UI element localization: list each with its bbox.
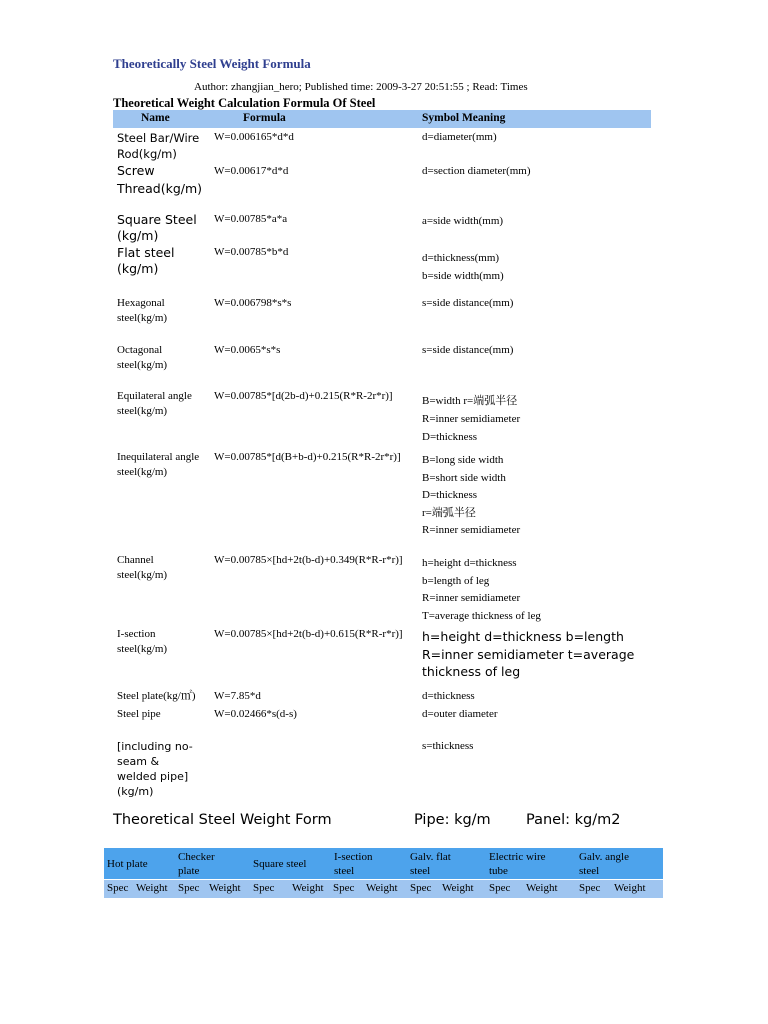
sub-weight: Weight bbox=[526, 882, 558, 894]
row-symbol: d=thickness bbox=[422, 690, 475, 702]
row-symbol: s=side distance(mm) bbox=[422, 297, 514, 309]
symbol-line: R=inner semidiameter bbox=[422, 592, 521, 604]
article-meta: Author: zhangjian_hero; Published time: 2009-3-27 20:51:55 ; Read: Times bbox=[194, 81, 528, 93]
document-title: Theoretically Steel Weight Formula bbox=[113, 56, 311, 71]
col-galv-flat-steel: Galv. flat steel bbox=[410, 851, 451, 877]
symbol-line: h=height d=thickness bbox=[422, 557, 517, 569]
row-name: Steel pipe bbox=[117, 708, 161, 720]
weight-form-header bbox=[104, 848, 663, 879]
row-formula: W=0.00785*a*a bbox=[214, 213, 288, 225]
symbol-line: r=端弧半径 bbox=[422, 506, 476, 519]
sub-weight: Weight bbox=[292, 882, 324, 894]
symbol-line: d=thickness(mm) bbox=[422, 252, 500, 264]
header-name: Name bbox=[141, 112, 170, 124]
row-symbol: d=section diameter(mm) bbox=[422, 165, 531, 177]
sub-weight: Weight bbox=[442, 882, 474, 894]
row-formula: W=0.00785×[hd+2t(b-d)+0.349(R*R-r*r)] bbox=[214, 554, 403, 566]
row-formula: W=0.00785*[d(B+b-d)+0.215(R*R-2r*r)] bbox=[214, 451, 401, 463]
row-symbol: d=diameter(mm) bbox=[422, 131, 497, 143]
row-formula: W=7.85*d bbox=[214, 690, 261, 702]
row-formula: W=0.00617*d*d bbox=[214, 165, 289, 177]
symbol-line: b=length of leg bbox=[422, 574, 490, 587]
symbol-line: B=short side width bbox=[422, 471, 506, 484]
formula-table-header bbox=[113, 110, 651, 128]
sub-spec: Spec bbox=[253, 882, 275, 894]
symbol-line: D=thickness bbox=[422, 431, 478, 443]
row-name: I-section steel(kg/m) bbox=[117, 628, 168, 655]
row-formula: W=0.02466*s(d-s) bbox=[214, 708, 297, 720]
header-symbol-meaning: Symbol Meaning bbox=[422, 112, 506, 124]
col-electric-wire-tube: Electric wire tube bbox=[489, 851, 546, 877]
row-name: Screw Thread(kg/m) bbox=[117, 163, 203, 196]
section-title: Theoretical Weight Calculation Formula Of Steel bbox=[113, 96, 376, 110]
row-name: Channel steel(kg/m) bbox=[117, 554, 168, 581]
row-name: Flat steel (kg/m) bbox=[117, 245, 175, 276]
row-symbol: s=thickness bbox=[422, 740, 474, 752]
form-pipe-unit: Pipe: kg/m bbox=[414, 812, 491, 828]
symbol-line: b=side width(mm) bbox=[422, 270, 504, 282]
row-symbol bbox=[422, 249, 662, 285]
row-name: Steel plate(kg/㎡) bbox=[117, 690, 196, 702]
row-name: [including no-seam & welded pipe] (kg/m) bbox=[117, 740, 193, 798]
sub-spec: Spec bbox=[579, 882, 601, 894]
row-symbol: s=side distance(mm) bbox=[422, 344, 514, 356]
symbol-line: R=inner semidiameter bbox=[422, 413, 521, 425]
sub-spec: Spec bbox=[410, 882, 432, 894]
sub-weight: Weight bbox=[209, 882, 241, 894]
col-galv-angle-steel: Galv. angle steel bbox=[579, 851, 629, 877]
row-name: Equilateral angle steel(kg/m) bbox=[117, 390, 192, 417]
weight-form-subheader bbox=[104, 880, 663, 898]
row-symbol: d=outer diameter bbox=[422, 708, 498, 720]
row-symbol bbox=[422, 392, 662, 446]
form-title: Theoretical Steel Weight Form bbox=[113, 812, 332, 828]
sub-weight: Weight bbox=[136, 882, 168, 894]
row-formula: W=0.00785*b*d bbox=[214, 246, 289, 258]
symbol-line: B=width r=端弧半径 bbox=[422, 395, 518, 407]
row-formula: W=0.006798*s*s bbox=[214, 297, 292, 309]
sub-spec: Spec bbox=[489, 882, 511, 894]
form-panel-unit: Panel: kg/m2 bbox=[526, 812, 621, 828]
sub-spec: Spec bbox=[178, 882, 200, 894]
row-name: Square Steel (kg/m) bbox=[117, 212, 197, 243]
row-name: Hexagonal steel(kg/m) bbox=[117, 297, 168, 324]
row-formula: W=0.006165*d*d bbox=[214, 131, 294, 143]
row-symbol: a=side width(mm) bbox=[422, 215, 504, 227]
col-i-section-steel: I-section steel bbox=[334, 851, 373, 877]
row-name: Octagonal steel(kg/m) bbox=[117, 344, 168, 371]
col-square-steel: Square steel bbox=[253, 858, 307, 870]
row-formula: W=0.00785*[d(2b-d)+0.215(R*R-2r*r)] bbox=[214, 390, 393, 402]
row-formula: W=0.00785×[hd+2t(b-d)+0.615(R*R-r*r)] bbox=[214, 628, 403, 640]
symbol-line: B=long side width bbox=[422, 454, 504, 466]
row-symbol: h=height d=thickness b=length R=inner semidiameter t=average thickness of leg bbox=[422, 629, 635, 679]
sub-weight: Weight bbox=[366, 882, 398, 894]
col-checker-plate: Checker plate bbox=[178, 851, 215, 877]
row-name: Inequilateral angle steel(kg/m) bbox=[117, 451, 200, 478]
row-symbol bbox=[422, 555, 662, 625]
symbol-line: T=average thickness of leg bbox=[422, 609, 541, 622]
row-symbol bbox=[422, 452, 662, 540]
sub-spec: Spec bbox=[107, 882, 129, 894]
sub-spec: Spec bbox=[333, 882, 355, 894]
col-hot-plate: Hot plate bbox=[107, 858, 148, 870]
row-formula: W=0.0065*s*s bbox=[214, 344, 281, 356]
symbol-line: R=inner semidiameter bbox=[422, 524, 521, 536]
sub-weight: Weight bbox=[614, 882, 646, 894]
symbol-line: D=thickness bbox=[422, 489, 478, 501]
header-formula: Formula bbox=[243, 112, 286, 124]
row-name: Steel Bar/Wire Rod(kg/m) bbox=[117, 131, 200, 161]
